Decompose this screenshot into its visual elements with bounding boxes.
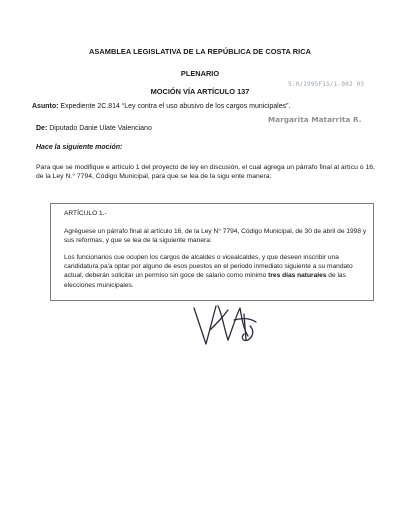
institution-heading: ASAMBLEA LEGISLATIVA DE LA REPÚBLICA DE COSTA RICA <box>88 47 312 56</box>
motion-paragraph-2-start: Los funcionarios cue ocupen los cargos de alcaldes o vicealcaldes, y que deseen inscribir una candidatura pa'a optar por alguno de esos puestos en el periodo inmediato siguiente a su mandato actual, deberán solicitar un permiso sin goce de salario como mínimo <box>64 254 353 280</box>
motion-paragraph-2 <box>64 253 368 290</box>
motion-paragraph-1: Agréguese un párrafo final al artículo 16, de la Ley N° 7794, Código Municipal, de 30 de abril de 1998 y sus reformas, y que se lea de la siguiente manera: <box>64 228 367 245</box>
author-text: Diputado Danie Ulate Valenciano <box>49 125 152 132</box>
intro-paragraph: Para que se modifique e artículo 1 del proyecto de ley en discusión, el cual agrega un párrafo final al artícu o 16, de la Ley N.° 7794, Código Municipal, para que se lea de la sigu ente manera: <box>36 164 375 181</box>
subject-text: Expediente 2C.814 “Ley contra el uso abusivo de los cargos municipales”. <box>60 103 291 110</box>
plenario-heading: PLENARIO <box>180 69 220 78</box>
motion-instruction: Hace la siguiente moción: <box>36 144 123 151</box>
subject-label: Asunto: <box>32 103 59 110</box>
author-label: De: <box>36 125 48 132</box>
motion-paragraph-2-bold: tres días naturales <box>268 272 327 280</box>
motion-title: MOCIÓN VÍA ARTÍCULO 137 <box>150 87 250 96</box>
subject-line <box>32 103 290 110</box>
received-stamp: 5.0/1995F15/1-902 03 <box>288 81 365 88</box>
author-line <box>36 125 152 132</box>
article-label: ARTÍCULO 1.- <box>64 210 107 217</box>
motion-paragraph-2-end: de las elecciones municipales. <box>64 272 346 289</box>
handwritten-signature <box>188 300 260 352</box>
received-by-name: Margarita Matarrita R. <box>268 115 362 124</box>
